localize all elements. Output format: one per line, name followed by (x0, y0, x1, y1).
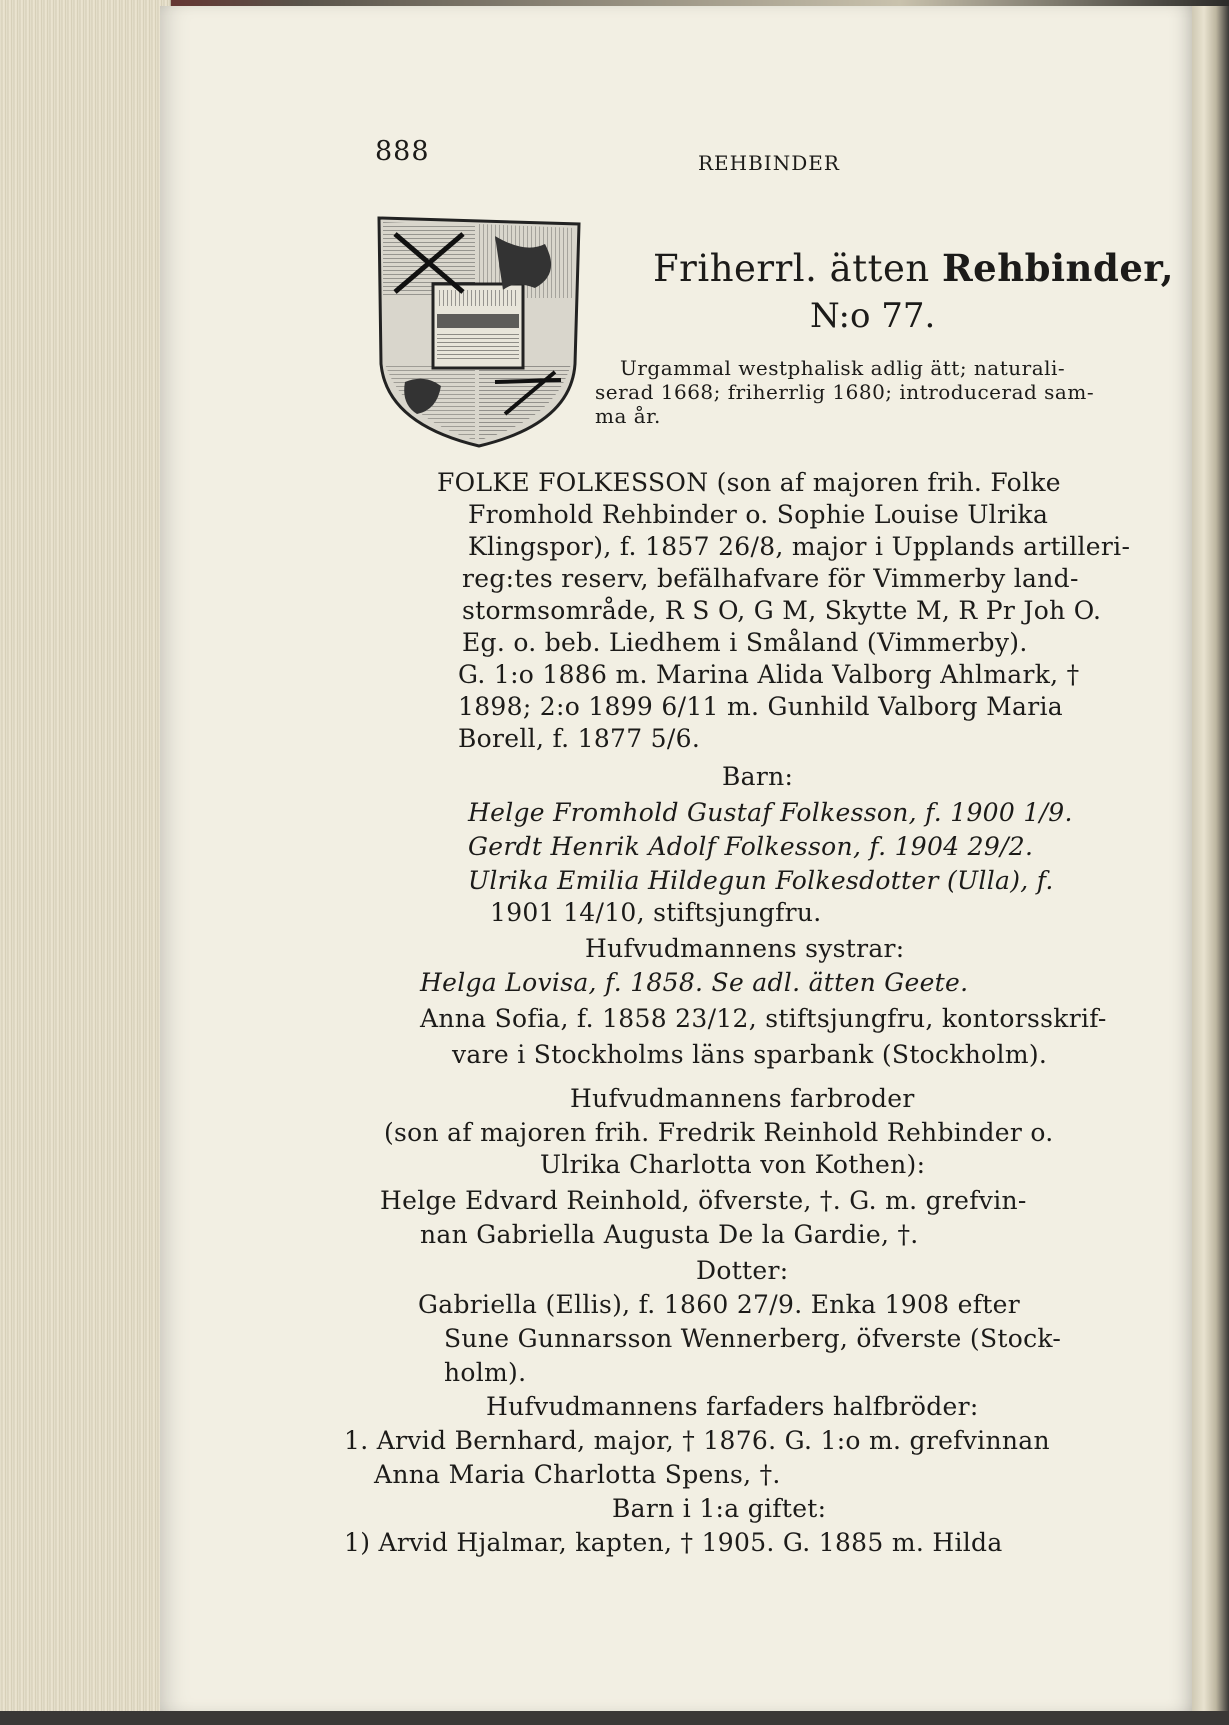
head-entry-line: stormsområde, R S O, G M, Skytte M, R Pr Joh O. (462, 596, 1102, 625)
sister-line: Helga Lovisa, f. 1858. Se adl. ätten Geete. (420, 968, 969, 997)
book-page-edges (0, 0, 171, 1725)
child-line: Gerdt Henrik Adolf Folkesson, f. 1904 29/2. (468, 832, 1034, 861)
daughter-heading: Dotter: (696, 1256, 789, 1285)
description-line: ma år. (595, 404, 661, 428)
sisters-heading: Hufvudmannens systrar: (585, 934, 905, 963)
head-entry-line: Borell, f. 1877 5/6. (458, 724, 701, 753)
head-entry-line: Fromhold Rehbinder o. Sophie Louise Ulrika (468, 500, 1049, 529)
halfbrother-line: 1. Arvid Bernhard, major, † 1876. G. 1:o m. grefvinnan (344, 1426, 1050, 1455)
child-line: Ulrika Emilia Hildegun Folkesdotter (Ulla), f. (468, 866, 1054, 895)
head-entry-line: 1898; 2:o 1899 6/11 m. Gunhild Valborg Maria (458, 692, 1063, 721)
book-bottom-edge (0, 1711, 1229, 1725)
description-line: serad 1668; friherrlig 1680; introducerad sam- (595, 380, 1095, 404)
title-prefix: Friherrl. ätten (653, 247, 930, 290)
daughter-line: Gabriella (Ellis), f. 1860 27/9. Enka 1908 efter (418, 1290, 1020, 1319)
daughter-line: holm). (444, 1358, 527, 1387)
family-name: Rehbinder, (941, 246, 1175, 290)
head-entry-line: Eg. o. beb. Liedhem i Småland (Vimmerby). (462, 628, 1028, 657)
children-heading: Barn: (722, 762, 794, 791)
head-entry-line: FOLKE FOLKESSON (son af majoren frih. Folke (437, 468, 1061, 497)
sister-line: vare i Stockholms läns sparbank (Stockholm). (452, 1040, 1048, 1069)
coat-of-arms-image (375, 214, 583, 450)
child-line: 1901 14/10, stiftsjungfru. (490, 898, 822, 927)
uncle-line: nan Gabriella Augusta De la Gardie, †. (420, 1220, 919, 1249)
head-entry-line: reg:tes reserv, befälhafvare för Vimmerby land- (462, 564, 1079, 593)
first-marriage-children-heading: Barn i 1:a giftet: (612, 1494, 827, 1523)
family-title (653, 246, 1174, 290)
daughter-line: Sune Gunnarsson Wennerberg, öfverste (Stock- (444, 1324, 1062, 1353)
description-line: Urgammal westphalisk adlig ätt; naturali- (620, 356, 1066, 380)
head-entry-line: Klingspor), f. 1857 26/8, major i Upplands artilleri- (468, 532, 1131, 561)
uncle-line: Helge Edvard Reinhold, öfverste, †. G. m. grefvin- (380, 1186, 1027, 1215)
page-number: 888 (375, 136, 430, 167)
book-gutter-right (1192, 6, 1229, 1725)
sister-line: Anna Sofia, f. 1858 23/12, stiftsjungfru, kontorsskrif- (420, 1004, 1107, 1033)
halfbrothers-heading: Hufvudmannens farfaders halfbröder: (486, 1392, 979, 1421)
uncle-parents-line: (son af majoren frih. Fredrik Reinhold Rehbinder o. (384, 1118, 1054, 1147)
child-line: Helge Fromhold Gustaf Folkesson, f. 1900 1/9. (468, 798, 1073, 827)
halfbrother-line: Anna Maria Charlotta Spens, †. (374, 1460, 781, 1489)
head-entry-line: G. 1:o 1886 m. Marina Alida Valborg Ahlmark, † (458, 660, 1080, 689)
running-head: REHBINDER (698, 151, 840, 175)
uncle-heading: Hufvudmannens farbroder (570, 1084, 915, 1113)
family-number: N:o 77. (810, 296, 936, 336)
uncle-parents-line: Ulrika Charlotta von Kothen): (540, 1150, 926, 1179)
first-marriage-child-line: 1) Arvid Hjalmar, kapten, † 1905. G. 1885 m. Hilda (344, 1528, 1003, 1557)
